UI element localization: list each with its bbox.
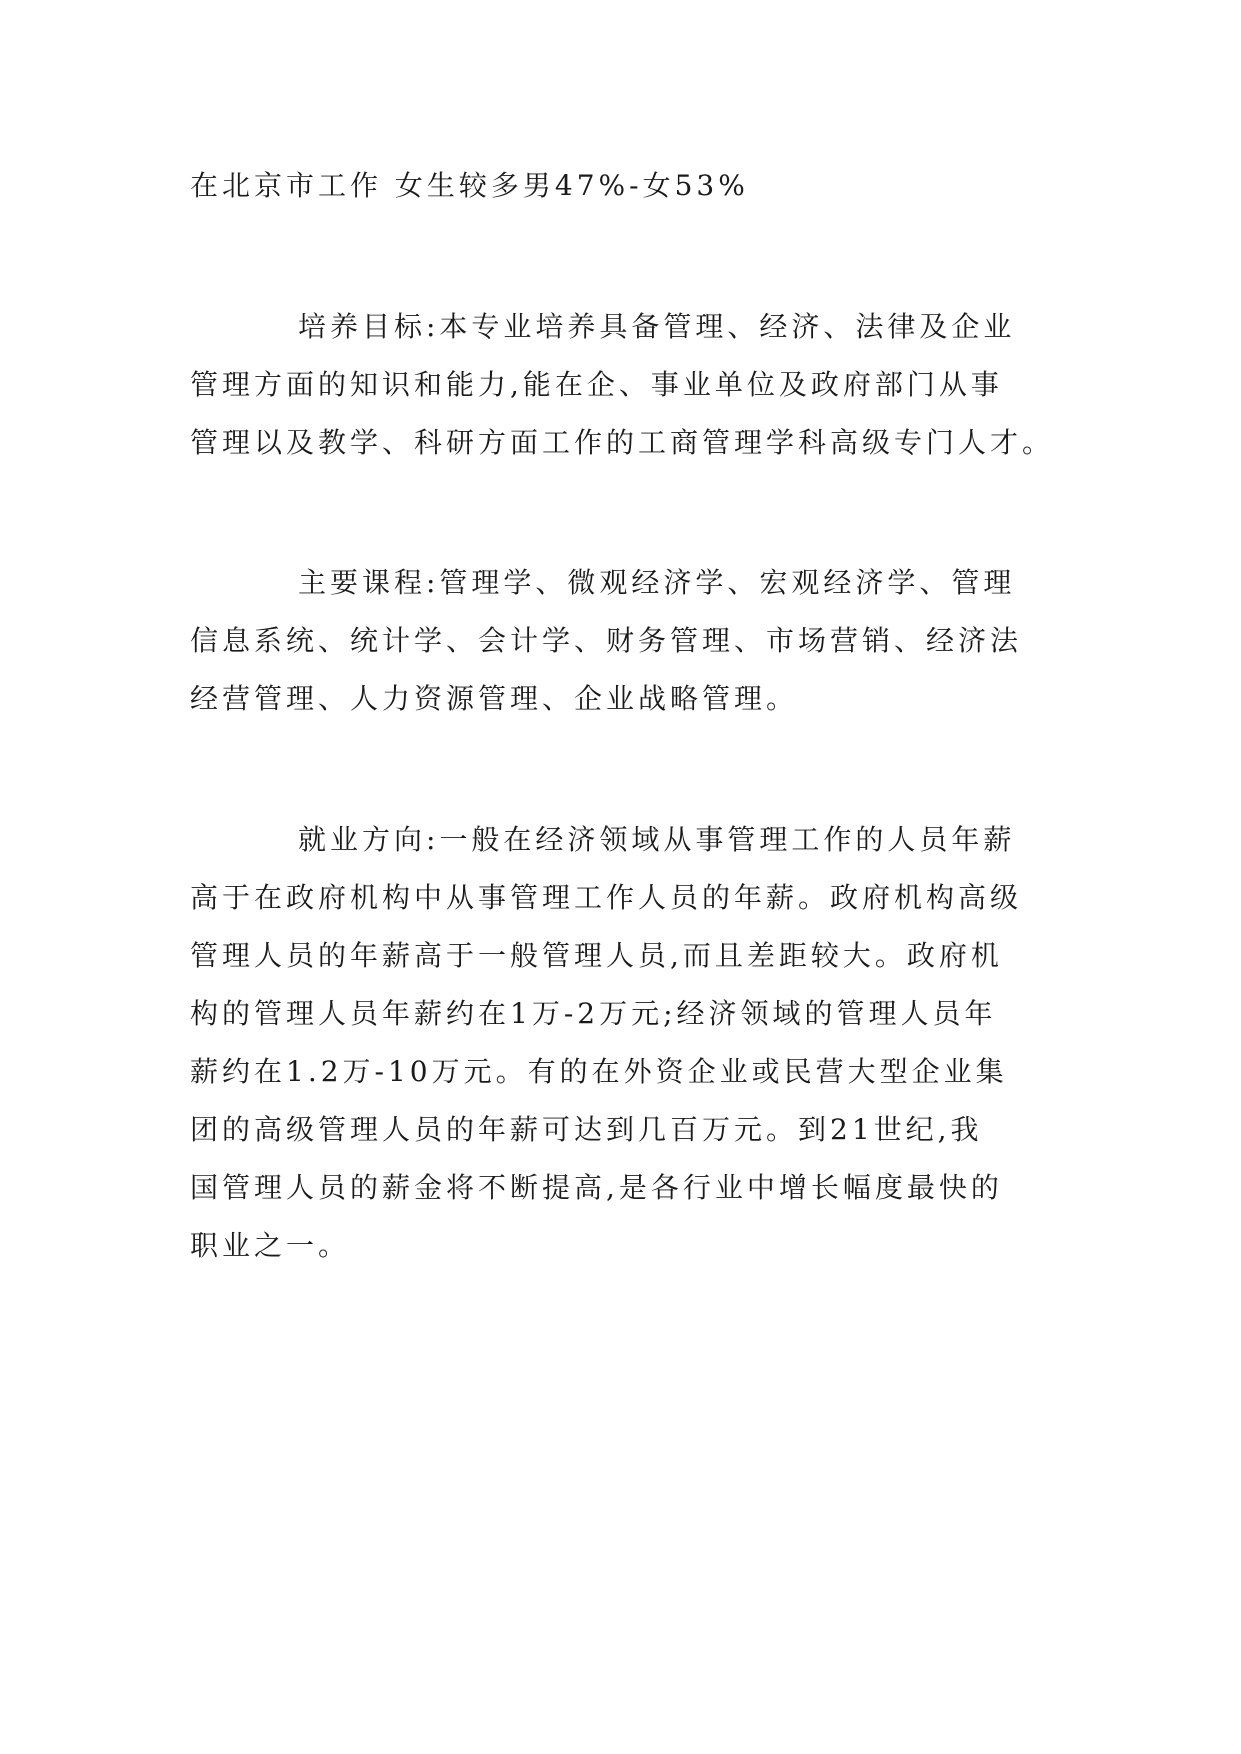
intro-line: 在北京市工作 女生较多男47%-女53% [190,169,749,202]
employment-line-1: 就业方向:一般在经济领域从事管理工作的人员年薪 [298,823,1016,856]
employment-line-8: 职业之一。 [190,1229,351,1262]
employment-line-6: 团的高级管理人员的年薪可达到几百万元。到21世纪,我 [190,1113,983,1146]
main-courses-line-3: 经营管理、人力资源管理、企业战略管理。 [190,682,799,715]
training-goal-line-1: 培养目标:本专业培养具备管理、经济、法律及企业 [298,310,1016,343]
employment-line-2: 高于在政府机构中从事管理工作人员的年薪。政府机构高级 [190,881,1023,914]
employment-line-5: 薪约在1.2万-10万元。有的在外资企业或民营大型企业集 [190,1055,1008,1088]
main-courses-line-1: 主要课程:管理学、微观经济学、宏观经济学、管理 [298,566,1016,599]
training-goal-line-2: 管理方面的知识和能力,能在企、事业单位及政府部门从事 [190,368,1003,401]
employment-line-7: 国管理人员的薪金将不断提高,是各行业中增长幅度最快的 [190,1171,1003,1204]
employment-line-3: 管理人员的年薪高于一般管理人员,而且差距较大。政府机 [190,939,1003,972]
employment-line-4: 构的管理人员年薪约在1万-2万元;经济领域的管理人员年 [190,997,997,1030]
training-goal-line-3: 管理以及教学、科研方面工作的工商管理学科高级专门人才。 [190,426,1055,459]
main-courses-line-2: 信息系统、统计学、会计学、财务管理、市场营销、经济法 [190,624,1023,657]
